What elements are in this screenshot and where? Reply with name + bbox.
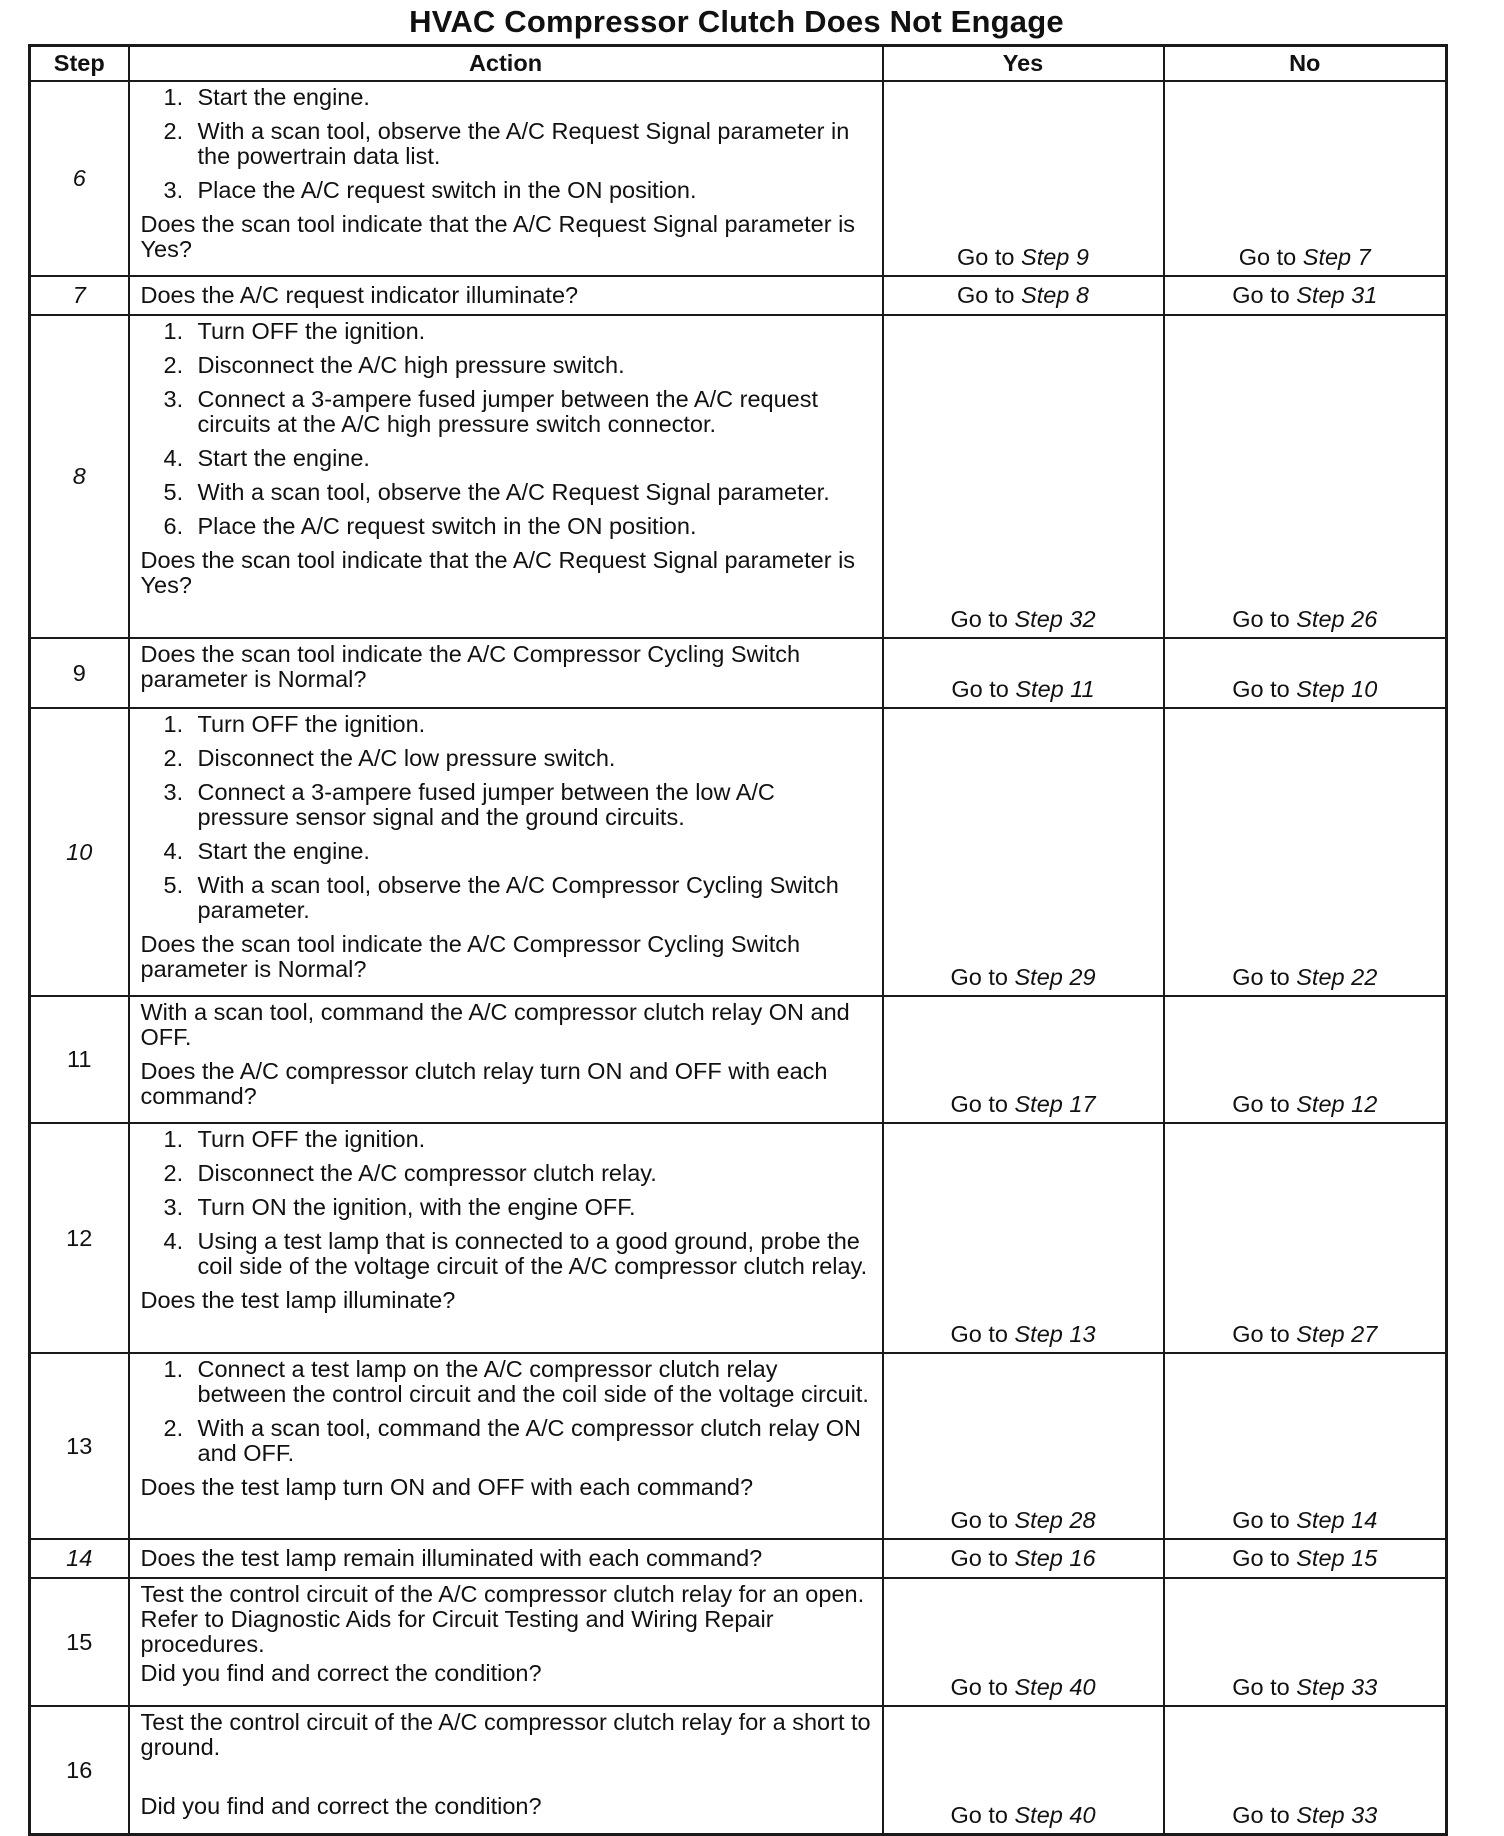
list-item: 3. Place the A/C request switch in the ON position. [163,177,697,203]
no-cell: Go to Step 27 [1164,1123,1447,1353]
action-question: Does the test lamp illuminate? [140,1287,456,1313]
table-row [30,638,1447,708]
header-action: Action [129,46,883,82]
list-item: 5. With a scan tool, observe the A/C Compressor Cycling Switch parameter. [163,872,839,923]
action-cell [129,1539,883,1578]
action-question: Does the test lamp remain illuminated with each command? [140,1545,763,1571]
list-item: 1. Connect a test lamp on the A/C compressor clutch relay between the control circuit and the coil side of the voltage circuit. [163,1356,869,1407]
no-step-link: Step 12 [1296,1091,1378,1117]
yes-step-link: Step 29 [1014,964,1096,990]
action-list [141,1357,872,1466]
no-step-link: Step 33 [1296,1674,1378,1700]
action-list [141,1127,872,1279]
step-number: 6 [30,81,129,276]
list-item: 3. Connect a 3-ampere fused jumper between the A/C request circuits at the A/C high pressure switch connector. [163,386,819,437]
table-row [30,708,1447,996]
action-text: Test the control circuit of the A/C compressor clutch relay for an open. Refer to Diagnostic Aids for Circuit Testing and Wiring Repair procedures. [140,1581,865,1657]
yes-step-link: Step 17 [1014,1091,1096,1117]
action-cell [129,1353,883,1539]
list-item: 2. With a scan tool, command the A/C compressor clutch relay ON and OFF. [163,1415,861,1466]
list-item: 3. Turn ON the ignition, with the engine OFF. [163,1194,636,1220]
list-item: 2. With a scan tool, observe the A/C Request Signal parameter in the powertrain data list. [163,118,850,169]
action-cell [129,1578,883,1706]
yes-step-link: Step 8 [1021,282,1089,308]
action-question: Does the A/C compressor clutch relay turn ON and OFF with each command? [140,1058,828,1109]
no-cell: Go to Step 31 [1164,276,1447,315]
action-cell [129,315,883,638]
no-step-link: Step 31 [1296,282,1378,308]
action-text: Test the control circuit of the A/C compressor clutch relay for a short to ground. [140,1709,871,1760]
header-yes: Yes [883,46,1164,82]
table-row [30,315,1447,638]
action-list [141,712,872,923]
step-number: 16 [30,1706,129,1835]
no-cell: Go to Step 33 [1164,1578,1447,1706]
yes-cell: Go to Step 29 [883,708,1164,996]
action-cell [129,1706,883,1835]
page-title: HVAC Compressor Clutch Does Not Engage [409,4,1064,39]
no-cell: Go to Step 10 [1164,638,1447,708]
action-question: Does the scan tool indicate that the A/C Request Signal parameter is Yes? [140,211,856,262]
action-list [141,85,872,203]
no-cell: Go to Step 26 [1164,315,1447,638]
no-step-link: Step 15 [1296,1545,1378,1571]
list-item: 1. Turn OFF the ignition. [163,1126,426,1152]
action-cell [129,1123,883,1353]
yes-cell: Go to Step 11 [883,638,1164,708]
list-item: 1. Turn OFF the ignition. [163,711,426,737]
action-list [141,319,872,539]
step-number: 10 [30,708,129,996]
no-step-link: Step 33 [1296,1802,1378,1828]
yes-step-link: Step 40 [1014,1674,1096,1700]
list-item: 4. Using a test lamp that is connected to a good ground, probe the coil side of the voltage circuit of the A/C compressor clutch relay. [163,1228,868,1279]
action-question: Does the scan tool indicate that the A/C Request Signal parameter is Yes? [140,547,856,598]
list-item: 4. Start the engine. [163,445,370,471]
list-item: 4. Start the engine. [163,838,370,864]
yes-cell: Go to Step 13 [883,1123,1164,1353]
action-question: Does the scan tool indicate the A/C Compressor Cycling Switch parameter is Normal? [140,931,801,982]
no-step-link: Step 26 [1296,606,1378,632]
table-row [30,1539,1447,1578]
yes-cell: Go to Step 17 [883,996,1164,1123]
no-step-link: Step 14 [1296,1507,1378,1533]
action-cell [129,996,883,1123]
yes-cell: Go to Step 28 [883,1353,1164,1539]
yes-step-link: Step 9 [1021,244,1089,270]
yes-cell: Go to Step 32 [883,315,1164,638]
header-step: Step [30,46,129,82]
yes-step-link: Step 11 [1015,676,1095,702]
table-row [30,276,1447,315]
yes-cell: Go to Step 16 [883,1539,1164,1578]
action-cell [129,276,883,315]
list-item: 6. Place the A/C request switch in the ON position. [163,513,697,539]
yes-step-link: Step 16 [1014,1545,1096,1571]
table-row [30,1706,1447,1835]
action-question: Did you find and correct the condition? [140,1793,542,1819]
no-cell: Go to Step 22 [1164,708,1447,996]
diagnostic-table [28,44,1448,1836]
no-step-link: Step 7 [1302,244,1371,270]
no-step-link: Step 27 [1296,1321,1378,1347]
table-row [30,1123,1447,1353]
action-cell [129,638,883,708]
yes-step-link: Step 40 [1014,1802,1096,1828]
no-cell: Go to Step 12 [1164,996,1447,1123]
step-number: 9 [30,638,129,708]
no-cell: Go to Step 14 [1164,1353,1447,1539]
header-no: No [1164,46,1447,82]
yes-cell: Go to Step 8 [883,276,1164,315]
step-number: 15 [30,1578,129,1706]
no-cell: Go to Step 15 [1164,1539,1447,1578]
yes-step-link: Step 32 [1014,606,1096,632]
table-row [30,81,1447,276]
action-cell [129,81,883,276]
yes-cell: Go to Step 40 [883,1706,1164,1835]
yes-step-link: Step 13 [1014,1321,1096,1347]
action-question: Does the A/C request indicator illuminate? [140,282,579,308]
step-number: 13 [30,1353,129,1539]
no-step-link: Step 10 [1296,676,1378,702]
list-item: 2. Disconnect the A/C low pressure switch. [163,745,616,771]
list-item: 2. Disconnect the A/C compressor clutch relay. [163,1160,657,1186]
step-number: 11 [30,996,129,1123]
step-number: 12 [30,1123,129,1353]
list-item: 2. Disconnect the A/C high pressure switch. [163,352,625,378]
step-number: 7 [30,276,129,315]
header-row [30,46,1447,82]
action-question: Does the scan tool indicate the A/C Compressor Cycling Switch parameter is Normal? [140,641,801,692]
list-item: 1. Start the engine. [163,84,370,110]
yes-step-link: Step 28 [1014,1507,1096,1533]
table-row [30,996,1447,1123]
yes-cell: Go to Step 40 [883,1578,1164,1706]
table-row [30,1353,1447,1539]
list-item: 1. Turn OFF the ignition. [163,318,426,344]
action-text: With a scan tool, command the A/C compressor clutch relay ON and OFF. [140,999,850,1050]
no-cell: Go to Step 33 [1164,1706,1447,1835]
list-item: 5. With a scan tool, observe the A/C Request Signal parameter. [163,479,830,505]
list-item: 3. Connect a 3-ampere fused jumper between the low A/C pressure sensor signal and the ground circuits. [163,779,775,830]
step-number: 8 [30,315,129,638]
no-step-link: Step 22 [1296,964,1378,990]
no-cell: Go to Step 7 [1164,81,1447,276]
action-cell [129,708,883,996]
table-row [30,1578,1447,1706]
action-question: Does the test lamp turn ON and OFF with each command? [140,1474,754,1500]
action-question: Did you find and correct the condition? [140,1660,542,1686]
yes-cell: Go to Step 9 [883,81,1164,276]
step-number: 14 [30,1539,129,1578]
